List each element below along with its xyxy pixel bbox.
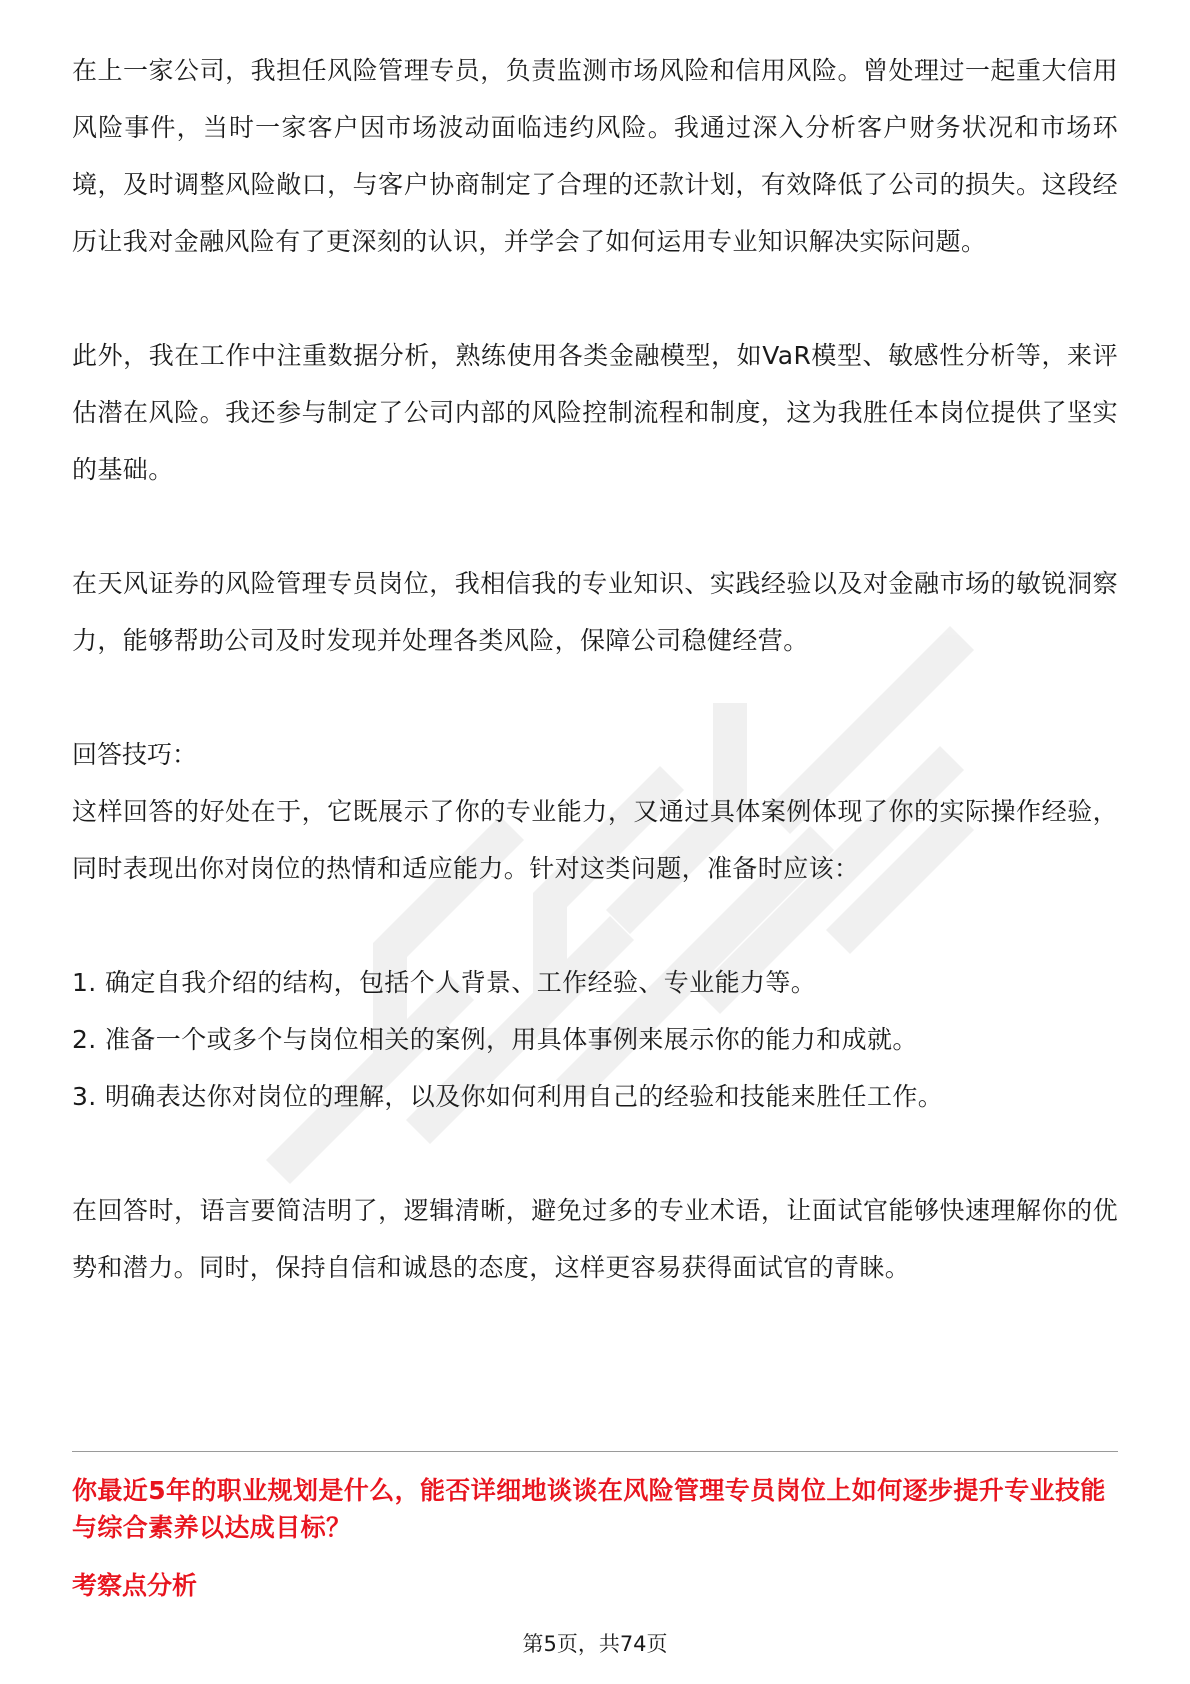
list-item: 1. 确定自我介绍的结构，包括个人背景、工作经验、专业能力等。	[72, 968, 817, 997]
tips-intro-paragraph: 这样回答的好处在于，它既展示了你的专业能力，又通过具体案例体现了你的实际操作经验，同时表现出你对岗位的热情和适应能力。针对这类问题，准备时应该：	[72, 797, 1118, 883]
list-item: 2. 准备一个或多个与岗位相关的案例，用具体事例来展示你的能力和成就。	[72, 1025, 918, 1054]
paragraph-spacer	[72, 669, 1118, 726]
body-paragraph-conclusion: 在天风证券的风险管理专员岗位，我相信我的专业知识、实践经验以及对金融市场的敏锐洞察力，能够帮助公司及时发现并处理各类风险，保障公司稳健经营。	[72, 569, 1118, 655]
body-paragraph-experience: 在上一家公司，我担任风险管理专员，负责监测市场风险和信用风险。曾处理过一起重大信用风险事件，当时一家客户因市场波动面临违约风险。我通过深入分析客户财务状况和市场环境，及时调整风险敞口，与客户协商制定了合理的还款计划，有效降低了公司的损失。这段经历让我对金融风险有了更深刻的认识，并学会了如何运用专业知识解决实际问题。	[72, 56, 1118, 256]
paragraph-spacer	[72, 270, 1118, 327]
page-number-footer: 第5页，共74页	[522, 1632, 668, 1656]
paragraph-spacer	[72, 498, 1118, 555]
section-divider	[72, 1451, 1118, 1452]
next-question-heading: 你最近5年的职业规划是什么，能否详细地谈谈在风险管理专员岗位上如何逐步提升专业技能与综合素养以达成目标？	[72, 1476, 1106, 1542]
body-paragraph-data-analysis: 此外，我在工作中注重数据分析，熟练使用各类金融模型，如VaR模型、敏感性分析等，来评估潜在风险。我还参与制定了公司内部的风险控制流程和制度，这为我胜任本岗位提供了坚实的基础。	[72, 341, 1118, 484]
tips-list	[72, 954, 1118, 1125]
main-content	[72, 42, 1118, 1296]
closing-paragraph: 在回答时，语言要简洁明了，逻辑清晰，避免过多的专业术语，让面试官能够快速理解你的优势和潜力。同时，保持自信和诚恳的态度，这样更容易获得面试官的青睐。	[72, 1196, 1118, 1282]
paragraph-spacer	[72, 1125, 1118, 1182]
analysis-heading: 考察点分析	[72, 1571, 198, 1600]
list-item: 3. 明确表达你对岗位的理解，以及你如何利用自己的经验和技能来胜任工作。	[72, 1082, 944, 1111]
paragraph-spacer	[72, 897, 1118, 954]
tips-heading: 回答技巧：	[72, 740, 198, 769]
